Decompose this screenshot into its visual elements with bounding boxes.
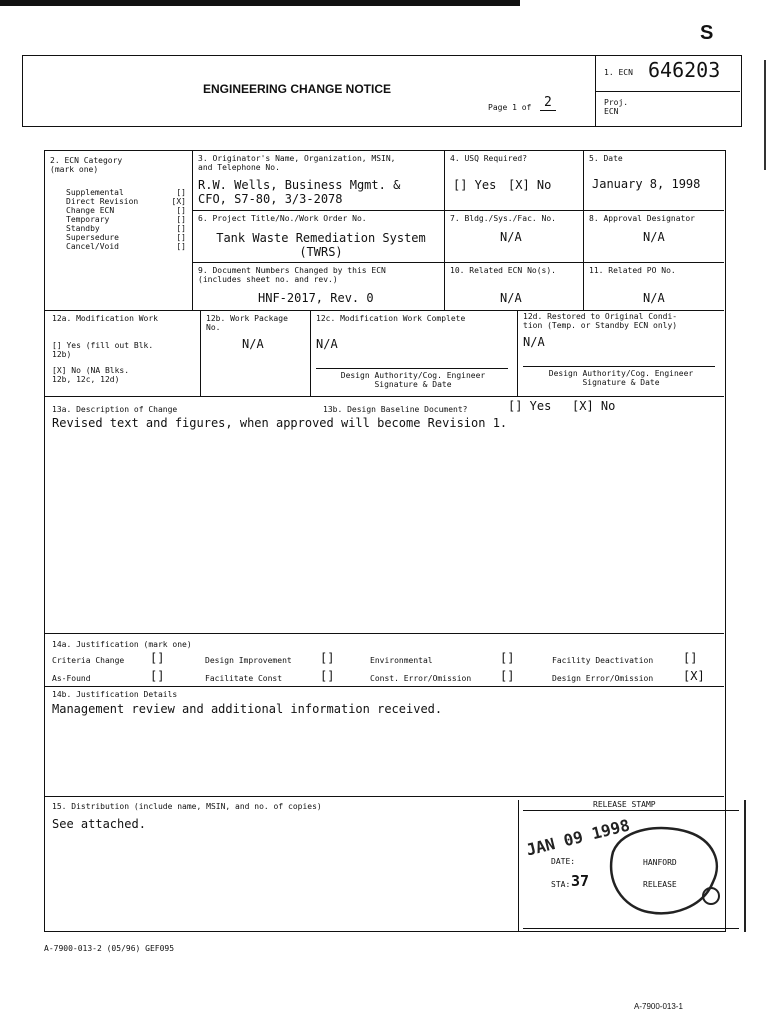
stamp-date-label: DATE: [551,857,576,866]
b14b-value: Management review and additional information received. [52,702,443,716]
b12b-value: N/A [242,337,264,351]
b5-label: 5. Date [589,154,623,163]
b14a-mark[interactable]: [] [320,651,335,665]
b13b-yes[interactable]: [] Yes [508,399,552,413]
b12c-value: N/A [316,337,338,351]
b13a-value: Revised text and figures, when approved will become Revision 1. [52,416,508,430]
b4-yes[interactable]: [] Yes [453,178,497,192]
page-prefix: Page 1 of [488,103,532,112]
stamp-sta-value: 37 [571,872,590,890]
b2-item: Temporary [] [66,215,186,224]
form-code: A-7900-013-1 [634,1002,683,1011]
b14a-label: 14a. Justification (mark one) [52,640,192,649]
scan-edge-right [764,60,766,170]
b14a-mark[interactable]: [] [320,669,335,683]
b6-value: Tank Waste Remediation System (TWRS) [216,231,426,259]
b7-label: 7. Bldg./Sys./Fac. No. [450,214,556,223]
b14a-item[interactable]: Facility Deactivation [552,656,654,665]
b2-list [66,188,186,251]
proj-ecn-label: Proj. ECN [604,98,629,116]
b14a-mark[interactable]: [] [150,651,165,665]
b14a-mark[interactable]: [] [500,651,515,665]
stamp-date: JAN 09 1998 [524,815,632,860]
corner-mark: S [700,22,714,44]
b14a-item[interactable]: Facilitate Const [205,674,283,683]
b2-item: Supplemental [] [66,188,186,197]
b13b-label: 13b. Design Baseline Document? [323,405,468,414]
b3-label: 3. Originator's Name, Organization, MSIN, and Telephone No. [198,154,396,172]
b14a-item[interactable]: As-Found [52,674,91,683]
stamp-id-label: RELEASE [643,880,677,889]
b12a-label: 12a. Modification Work [52,314,158,323]
b3-value: R.W. Wells, Business Mgmt. & CFO, S7-80, 3/3-2078 [198,178,401,206]
b15-value: See attached. [52,817,146,831]
scan-edge [0,0,520,6]
b14a-mark[interactable]: [] [683,651,698,665]
b2-item: Direct Revision [X] [66,197,186,206]
b15-label: 15. Distribution (include name, MSIN, and no. of copies) [52,802,322,811]
b4-no[interactable]: [X] No [508,178,552,192]
stamp-title: RELEASE STAMP [593,800,656,809]
b11-label: 11. Related PO No. [589,266,676,275]
ecn-label: 1. ECN [604,68,633,77]
b5-value: January 8, 1998 [592,177,701,191]
stamp-sta-label: STA: [551,880,571,889]
b2-item: Change ECN [] [66,206,186,215]
b12d-label: 12d. Restored to Original Condi- tion (Temp. or Standby ECN only) [523,312,678,330]
b9-value: HNF-2017, Rev. 0 [258,291,374,305]
stamp-org: HANFORD [643,858,677,867]
form-number: A-7900-013-2 (05/96) GEF095 [44,944,175,953]
b12d-value: N/A [523,335,545,349]
b9-label: 9. Document Numbers Changed by this ECN (includes sheet no. and rev.) [198,266,386,284]
b14a-item[interactable]: Design Error/Omission [552,674,654,683]
ecn-number: 646203 [648,58,721,82]
b10-label: 10. Related ECN No(s). [450,266,556,275]
b12a-no[interactable]: [X] No (NA Blks. 12b, 12c, 12d) [52,366,130,384]
hanford-seal-icon [603,822,728,922]
page-title: ENGINEERING CHANGE NOTICE [203,82,392,96]
b14a-item[interactable]: Design Improvement [205,656,292,665]
b14a-item[interactable]: Const. Error/Omission [370,674,472,683]
b2-item: Standby [] [66,224,186,233]
b12a-yes[interactable]: [] Yes (fill out Blk. 12b) [52,341,154,359]
b12b-label: 12b. Work Package No. [206,314,288,332]
page-total: 2 [540,95,556,111]
b13b-no[interactable]: [X] No [572,399,616,413]
b14a-mark[interactable]: [X] [683,669,705,683]
b2-item: Supersedure [] [66,233,186,242]
b10-value: N/A [500,291,522,305]
b6-label: 6. Project Title/No./Work Order No. [198,214,367,223]
b7-value: N/A [500,230,522,244]
b12c-sig: Design Authority/Cog. Engineer Signature & Date [340,371,486,389]
b13a-label: 13a. Description of Change [52,405,178,414]
b2-item: Cancel/Void [] [66,242,186,251]
b12d-sig: Design Authority/Cog. Engineer Signature & Date [548,369,694,387]
release-stamp [518,800,746,932]
b8-value: N/A [643,230,665,244]
b14b-label: 14b. Justification Details [52,690,178,699]
b4-label: 4. USQ Required? [450,154,528,163]
b2-label: 2. ECN Category (mark one) [50,156,123,174]
b14a-item[interactable]: Environmental [370,656,433,665]
b14a-item[interactable]: Criteria Change [52,656,125,665]
b12c-label: 12c. Modification Work Complete [316,314,466,323]
b14a-mark[interactable]: [] [500,669,515,683]
b11-value: N/A [643,291,665,305]
b14a-mark[interactable]: [] [150,669,165,683]
b8-label: 8. Approval Designator [589,214,695,223]
